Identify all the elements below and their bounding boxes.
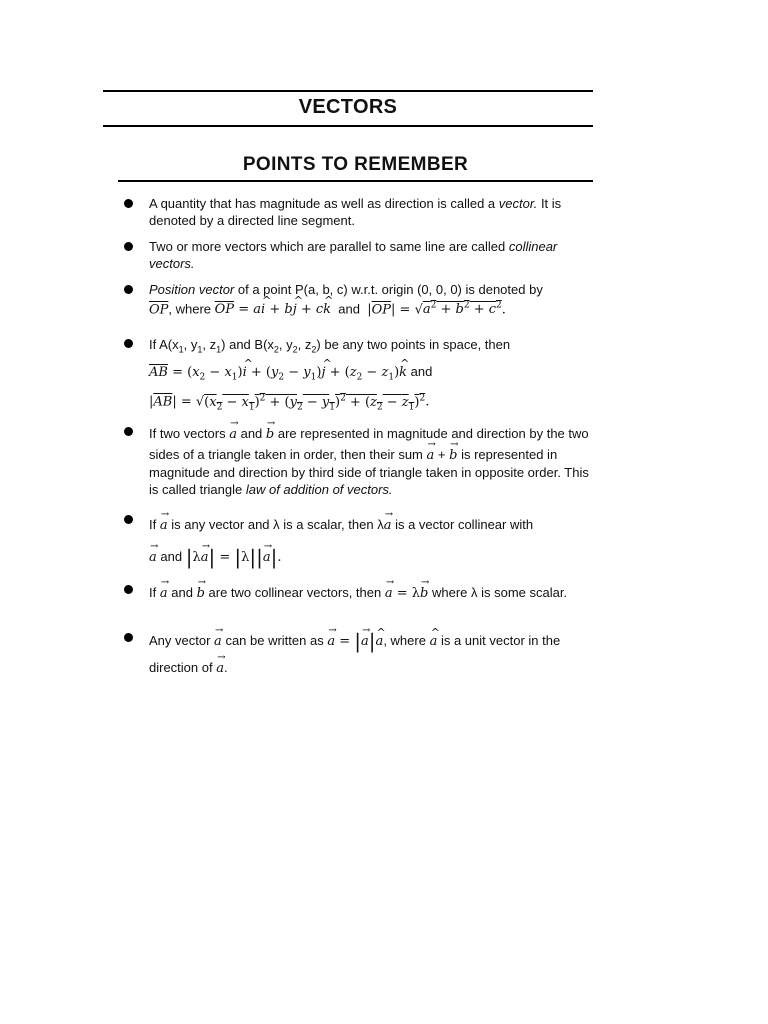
point-scalar-multiple: If → a is any vector and λ is a scalar, then λ→ a is a vector collinear with → a and |λ→ a| = |λ||→ a|. [149, 508, 595, 572]
bullet-icon [124, 242, 133, 251]
section-heading: POINTS TO REMEMBER [242, 154, 469, 175]
bullet-icon [124, 633, 133, 642]
point-vector-definition: A quantity that has magnitude as well as direction is called a vector. It is denoted by a directed line segment. [149, 196, 562, 228]
point-unit-vector: Any vector → a can be written as → a = |→ a|^ a, where ^ a is a unit vector in the direction of → a. [149, 626, 595, 680]
section-heading-rule [118, 180, 593, 182]
point-two-points-vector: If $A(x_1$, $y_1$, $z_1$) and $B(x_2$, $y_2$, $z_2$) be any two points in space, then $\overline{AB} = (x_2$ − $x_1)\^{}$ $i + (y_2$ − $y_1)\^{}$ $j + (z_2$ − $z_1)\^{}$ k and $|\overline{AB}| = √(x_2 - x_1)^2 + (y_2 - y_1)^2 + (z_2 - z_1)^2$. [149, 334, 595, 418]
bullet-icon [124, 285, 133, 294]
page-title: VECTORS [298, 96, 398, 118]
bullet-icon [124, 427, 133, 436]
point-collinear-vectors: Two or more vectors which are parallel to same line are called collinear vectors. [149, 239, 558, 271]
top-rule [103, 90, 593, 92]
bullet-icon [124, 515, 133, 524]
point-position-vector: Position vector of a point P(a, b, c) w.r.t. origin (0, 0, 0) is denoted by $\overline{OP}$, where $\overline{OP}$ = a^ i + b^ j + c^ k and $|\overline{OP}| = √a^2 + b^2 + c^2$. [149, 281, 595, 318]
bullet-icon [124, 585, 133, 594]
title-bottom-rule [103, 125, 593, 127]
point-triangle-law: If two vectors → a and → b are represented in magnitude and direction by the two sides of a triangle taken in order, then their sum → a + → b is represented in magnitude and direction by third side of triangle taken in opposite order. This is called triangle law of addition of vectors. [149, 422, 595, 498]
bullet-icon [124, 339, 133, 348]
point-collinear-condition: If → a and → b are two collinear vectors, then → a = λ→ b where λ is some scalar. [149, 579, 595, 604]
bullet-icon [124, 199, 133, 208]
